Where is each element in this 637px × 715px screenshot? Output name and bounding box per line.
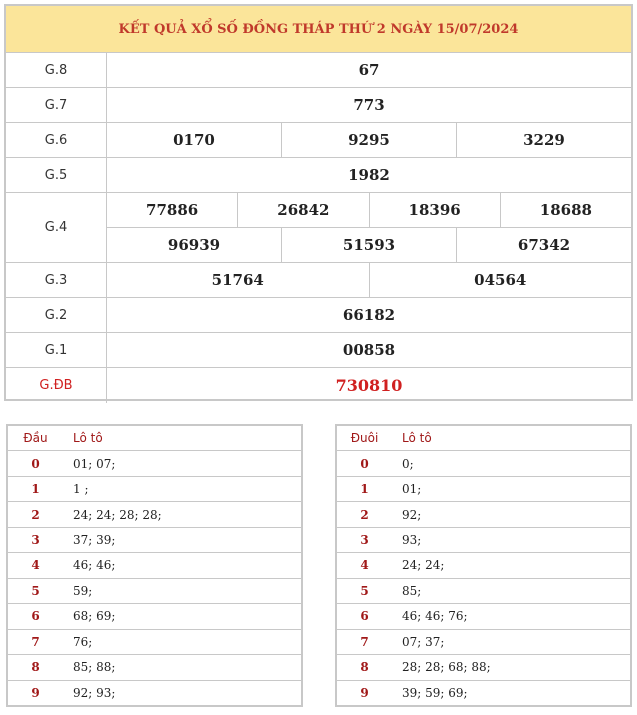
loto-cell: 46; 46; 76; (402, 609, 468, 624)
special-prize-number: 730810 (335, 376, 403, 395)
loto-cell: 28; 28; 68; 88; (402, 660, 491, 675)
digit-cell: 5 (360, 583, 369, 598)
prize-number: 9295 (281, 123, 456, 157)
prize-number: 96939 (167, 236, 221, 254)
digit-cell: 7 (31, 634, 40, 649)
table-row (337, 579, 630, 604)
table-row (337, 681, 630, 705)
table-row (8, 477, 301, 502)
table-row (8, 681, 301, 705)
prize-label: G.4 (6, 193, 107, 262)
prize-number: 1982 (348, 166, 390, 184)
prize-label: G.3 (6, 263, 107, 297)
prize-number: 04564 (369, 263, 632, 297)
digit-cell: 6 (360, 609, 369, 624)
prize-label: G.6 (6, 123, 107, 157)
digit-cell: 4 (360, 558, 369, 573)
loto-cell: 37; 39; (73, 533, 116, 548)
loto-tail-table (335, 424, 632, 707)
table-row (8, 655, 301, 680)
loto-cell: 1 ; (73, 482, 89, 497)
digit-cell: 3 (360, 533, 369, 548)
prize-label: G.7 (6, 88, 107, 122)
digit-cell: 3 (31, 533, 40, 548)
loto-cell: 85; (402, 583, 422, 598)
table-row (337, 451, 630, 476)
table-row (8, 502, 301, 527)
prize-number: 51593 (281, 228, 456, 262)
digit-cell: 2 (360, 507, 369, 522)
loto-cell: 59; (73, 583, 93, 598)
column-header: Đuôi (350, 431, 379, 446)
prize-row-g5 (6, 158, 631, 193)
digit-cell: 1 (31, 482, 40, 497)
loto-cell: 39; 59; 69; (402, 685, 468, 700)
prize-number: 77886 (146, 201, 199, 219)
loto-cell: 01; (402, 482, 422, 497)
loto-cell: 01; 07; (73, 456, 116, 471)
loto-cell: 68; 69; (73, 609, 116, 624)
table-row (337, 528, 630, 553)
loto-cell: 92; (402, 507, 422, 522)
table-row (8, 604, 301, 629)
prize-number: 26842 (237, 193, 368, 227)
prize-number: 18396 (369, 193, 500, 227)
prize-number: 66182 (342, 306, 396, 324)
prize-row-g4 (6, 193, 631, 263)
digit-cell: 4 (31, 558, 40, 573)
prize-label: G.2 (6, 298, 107, 332)
table-row (337, 477, 630, 502)
prize-row-g8 (6, 53, 631, 88)
table-row (8, 579, 301, 604)
loto-cell: 24; 24; 28; 28; (73, 507, 162, 522)
digit-cell: 8 (360, 660, 369, 675)
loto-cell: 93; (402, 533, 422, 548)
digit-cell: 8 (31, 660, 40, 675)
prize-number: 67 (358, 61, 380, 79)
prize-label: G.ĐB (6, 368, 107, 403)
table-row (8, 630, 301, 655)
table-row (337, 655, 630, 680)
prize-number: 773 (353, 96, 385, 114)
loto-cell: 76; (73, 634, 93, 649)
loto-cell: 46; 46; (73, 558, 116, 573)
table-row (337, 630, 630, 655)
prize-number: 0170 (173, 131, 215, 149)
prize-row-g7 (6, 88, 631, 123)
digit-cell: 9 (360, 685, 369, 700)
digit-cell: 9 (31, 685, 40, 700)
table-header (8, 426, 301, 451)
table-row (337, 604, 630, 629)
prize-number: 18688 (500, 193, 631, 227)
digit-cell: 7 (360, 634, 369, 649)
prize-label: G.5 (6, 158, 107, 192)
table-row (337, 502, 630, 527)
prize-number: 67342 (456, 228, 631, 262)
table-row (337, 553, 630, 578)
prize-row-g6 (6, 123, 631, 158)
table-row (8, 451, 301, 476)
digit-cell: 2 (31, 507, 40, 522)
prize-number: 3229 (456, 123, 631, 157)
loto-cell: 0; (402, 456, 414, 471)
loto-cell: 24; 24; (402, 558, 445, 573)
prize-number: 51764 (211, 271, 264, 289)
column-header: Đầu (23, 431, 48, 446)
loto-cell: 07; 37; (402, 634, 445, 649)
loto-cell: 85; 88; (73, 660, 116, 675)
digit-cell: 6 (31, 609, 40, 624)
column-header: Lô tô (402, 431, 432, 446)
results-title: KẾT QUẢ XỔ SỐ ĐỒNG THÁP THỨ 2 NGÀY 15/07/2024 (6, 6, 631, 53)
loto-head-table (6, 424, 303, 707)
prize-row-g1 (6, 333, 631, 368)
digit-cell: 0 (31, 456, 40, 471)
digit-cell: 1 (360, 482, 369, 497)
prize-label: G.8 (6, 53, 107, 87)
prize-row-g3 (6, 263, 631, 298)
prize-number: 00858 (342, 341, 396, 359)
results-table (4, 4, 633, 401)
prize-row-g2 (6, 298, 631, 333)
table-row (8, 553, 301, 578)
column-header: Lô tô (73, 431, 103, 446)
prize-row-special (6, 368, 631, 403)
prize-label: G.1 (6, 333, 107, 367)
digit-cell: 5 (31, 583, 40, 598)
loto-cell: 92; 93; (73, 685, 116, 700)
table-header (337, 426, 630, 451)
digit-cell: 0 (360, 456, 369, 471)
table-row (8, 528, 301, 553)
